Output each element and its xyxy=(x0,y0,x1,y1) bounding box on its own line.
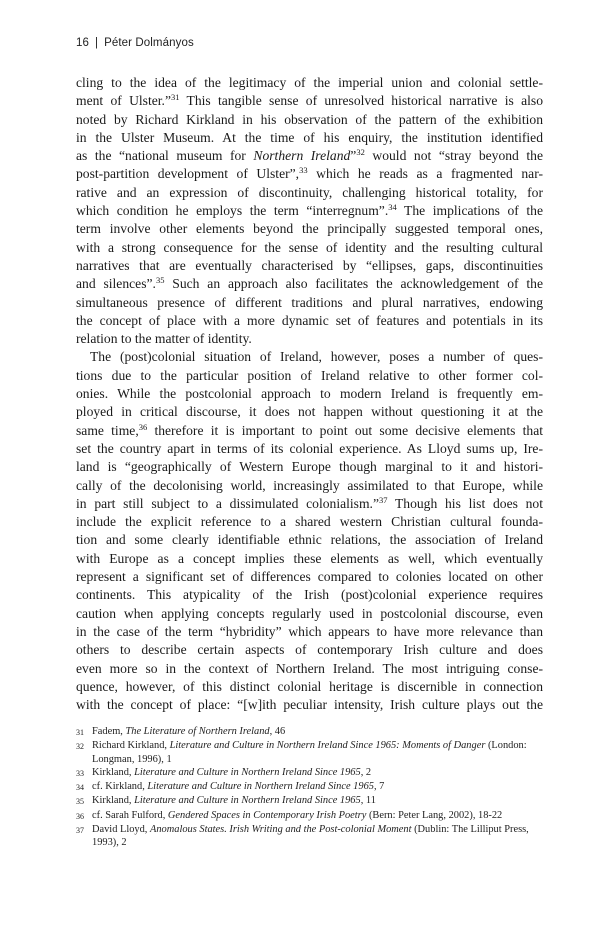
running-head-author: Péter Dolmányos xyxy=(104,37,194,49)
text-run: include the explicit reference to a shared western Christian cultural founda- xyxy=(76,514,543,530)
text-run: cf. Sarah Fulford, xyxy=(92,809,168,821)
text-run: even more so in the context of Northern Ireland. The most intriguing conse- xyxy=(76,660,543,676)
body-line xyxy=(76,495,543,513)
text-run: tions due to the particular position of Ireland relative to other former col- xyxy=(76,367,543,383)
body-line xyxy=(76,586,543,604)
footnote-ref: 32 xyxy=(356,147,365,158)
text-run: noted by Richard Kirkland in his observation of the pattern of the exhibition xyxy=(76,111,543,127)
body-line xyxy=(76,458,543,476)
footnote xyxy=(76,780,546,794)
body-line xyxy=(76,220,543,238)
body-line xyxy=(76,477,543,495)
body-line xyxy=(76,129,543,147)
footnote-text xyxy=(92,823,546,850)
text-run: Kirkland, xyxy=(92,795,135,807)
footnote-ref: 34 xyxy=(388,202,397,213)
footnote-ref: 33 xyxy=(299,165,308,176)
body-line xyxy=(76,568,543,586)
footnote-text xyxy=(92,809,546,823)
italic-text: Gendered Spaces in Contemporary Irish Poetry xyxy=(167,809,367,821)
text-run: This tangible sense of unresolved historical narrative is also xyxy=(179,93,543,109)
body-line xyxy=(76,330,543,348)
footnote-ref: 37 xyxy=(378,494,388,505)
footnote-ref: 36 xyxy=(138,421,148,432)
text-run: ployed in critical discourse, it does not happen without questioning it at the xyxy=(76,404,543,420)
footnote-number: 31 xyxy=(76,728,84,737)
text-run: cling to the idea of the legitimacy of the imperial union and colonial settle- xyxy=(76,75,543,90)
text-run: cf. Kirkland, xyxy=(92,781,148,793)
body-line xyxy=(76,550,543,568)
text-run: with the concept of place: “[w]ith peculiar intensity, Irish culture plays out the xyxy=(76,697,543,713)
footnote-number: 32 xyxy=(76,742,84,752)
footnotes xyxy=(76,725,546,850)
footnote-text xyxy=(92,794,546,808)
text-run: David Lloyd, xyxy=(92,824,151,836)
footnote-text xyxy=(92,739,546,766)
text-run: relation to the matter of identity. xyxy=(76,331,252,347)
italic-text: Northern Ireland xyxy=(253,148,351,164)
body-line xyxy=(76,623,543,641)
text-run: would not “stray beyond the xyxy=(364,148,543,164)
body-line xyxy=(76,202,543,220)
text-run: (Dublin: The Lilliput Press, 1993), 2 xyxy=(92,824,529,849)
text-run: onies. While the postcolonial approach to modern Ireland is frequently em- xyxy=(76,386,543,402)
body-line xyxy=(76,605,543,623)
italic-text: Literature and Culture in Northern Ireland Since 1965 xyxy=(147,781,374,793)
text-run: ” xyxy=(350,148,357,164)
running-header xyxy=(76,37,194,49)
text-run: others to describe certain aspects of contemporary Irish culture and does xyxy=(76,642,543,658)
page-number: 16 xyxy=(76,37,89,49)
body-line xyxy=(76,92,543,110)
body-line xyxy=(76,403,543,421)
body-line xyxy=(76,111,543,129)
body-line xyxy=(76,239,543,257)
text-run: which condition he employs the term “interregnum”. xyxy=(76,203,389,219)
footnote-ref: 31 xyxy=(170,92,180,103)
text-run: therefore it is important to point out some decisive elements that xyxy=(147,422,544,438)
body-line xyxy=(76,74,543,92)
text-run: tion and some clearly identifiable ethnic relations, the association of Ireland xyxy=(76,532,543,548)
text-run: The (post)colonial situation of Ireland, however, poses a number of ques- xyxy=(90,349,543,365)
text-run: Richard Kirkland, xyxy=(92,740,170,752)
italic-text: The Literature of Northern Ireland xyxy=(125,726,270,737)
text-run: simultaneous presence of different traditions and plural narratives, endowing xyxy=(76,294,543,310)
footnote-number: 34 xyxy=(76,783,84,793)
body-line xyxy=(76,294,543,312)
italic-text: Literature and Culture in Northern Ireland Since 1965: Moments of Danger xyxy=(169,740,486,752)
italic-text: Anomalous States. Irish Writing and the Post-colonial Moment xyxy=(150,824,412,836)
text-run: and silences”. xyxy=(76,276,156,292)
footnote-text xyxy=(92,780,546,794)
text-run: , 7 xyxy=(373,781,385,793)
body-line xyxy=(76,422,543,440)
footnote-text xyxy=(92,725,546,739)
footnote xyxy=(76,725,546,739)
footnote-number: 33 xyxy=(76,768,84,778)
text-run: (Bern: Peter Lang, 2002), 18-22 xyxy=(366,809,503,821)
text-run: with a strong consequence for the sense of identity and the resulting cultural xyxy=(76,239,543,255)
text-run: , 11 xyxy=(360,795,376,807)
footnote xyxy=(76,739,546,766)
text-run: Fadem, xyxy=(92,726,126,737)
footnote-number: 37 xyxy=(76,826,84,836)
body-line xyxy=(76,513,543,531)
text-run: cally of the decolonising world, increasingly assimilated to that Europe, while xyxy=(76,477,543,493)
body-line xyxy=(76,678,543,696)
text-run: post-partition development of Ulster”, xyxy=(76,166,300,182)
text-run: quence, however, of this distinct colonial heritage is discernible in connection xyxy=(76,678,543,694)
body-line xyxy=(76,385,543,403)
body-line xyxy=(76,440,543,458)
text-run: Such an approach also facilitates the acknowledgement of the xyxy=(164,276,543,292)
italic-text: Literature and Culture in Northern Ireland Since 1965 xyxy=(134,795,361,807)
body-text xyxy=(76,74,543,714)
italic-text: Literature and Culture in Northern Ireland Since 1965 xyxy=(134,766,361,778)
body-line xyxy=(76,367,543,385)
body-line xyxy=(76,531,543,549)
text-run: Though his list does not xyxy=(387,495,543,511)
text-run: which he reads as a fragmented nar- xyxy=(307,166,543,182)
footnote xyxy=(76,794,546,808)
header-separator: | xyxy=(95,37,99,49)
body-line xyxy=(76,275,543,293)
text-run: narratives that are eventually characterised by “ellipses, gaps, discontinuities xyxy=(76,257,543,273)
text-run: , 2 xyxy=(360,766,372,778)
footnote xyxy=(76,823,546,850)
footnote xyxy=(76,809,546,823)
text-run: (London: Longman, 1996), 1 xyxy=(92,740,527,765)
text-run: term involve other elements beyond the principally suggested temporal ones, xyxy=(76,221,543,237)
footnote-number: 35 xyxy=(76,797,84,807)
text-run: in part still subject to a dissimulated colonialism.” xyxy=(76,495,379,511)
text-run: Kirkland, xyxy=(92,766,135,778)
footnote-number: 36 xyxy=(76,811,84,821)
text-run: land is “geographically of Western Europe though marginal to it and histori- xyxy=(76,459,543,475)
text-run: same time, xyxy=(76,422,139,438)
text-run: ment of Ulster.” xyxy=(76,93,171,109)
text-run: in the Ulster Museum. At the time of his enquiry, the institution identified xyxy=(76,129,543,145)
body-line xyxy=(76,660,543,678)
body-line xyxy=(76,348,543,366)
text-run: with Europe as a concept implies these elements as well, which eventually xyxy=(76,550,543,566)
text-run: as the “national museum for xyxy=(76,148,254,164)
body-line xyxy=(76,165,543,183)
text-run: the concept of place with a more dynamic set of features and potentials in its xyxy=(76,312,543,328)
body-line xyxy=(76,696,543,714)
text-run: , 46 xyxy=(269,726,286,737)
text-run: The implications of the xyxy=(396,203,543,219)
footnote-text xyxy=(92,766,546,780)
footnote xyxy=(76,766,546,780)
text-run: represent a significant set of differences compared to colonies located on other xyxy=(76,569,543,585)
footnote-ref: 35 xyxy=(155,275,165,286)
body-line xyxy=(76,312,543,330)
body-line xyxy=(76,257,543,275)
text-run: in the case of the term “hybridity” which appears to have more relevance than xyxy=(76,623,543,639)
text-run: caution when applying concepts regularly used in postcolonial discourse, even xyxy=(76,605,543,621)
text-run: set the country apart in terms of its colonial experience. As Lloyd sums up, Ire- xyxy=(76,440,543,456)
body-line xyxy=(76,184,543,202)
text-run: continents. This atypicality of the Irish (post)colonial experience requires xyxy=(76,587,543,603)
text-run: rative and an expression of discontinuity, challenging historical totality, for xyxy=(76,184,543,200)
body-line xyxy=(76,641,543,659)
body-line xyxy=(76,147,543,165)
